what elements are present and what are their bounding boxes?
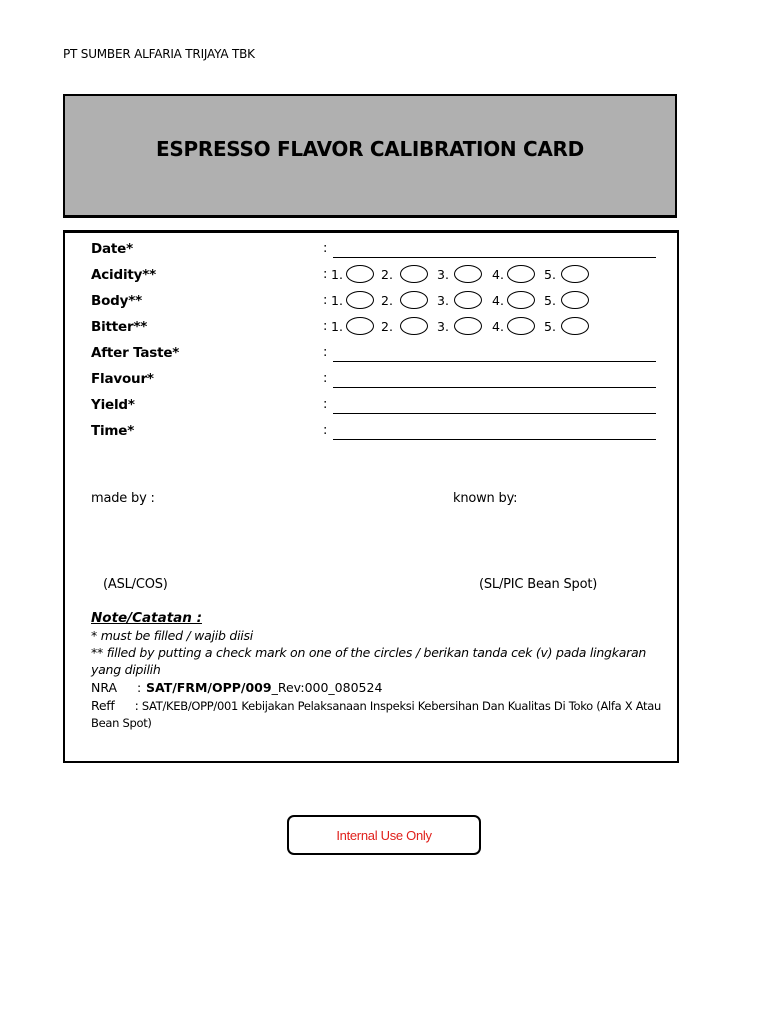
field-label-body: Body** xyxy=(91,293,142,309)
page-title: ESPRESSO FLAVOR CALIBRATION CARD xyxy=(156,137,584,161)
option-label: 4. xyxy=(492,293,504,308)
note-required: * must be filled / wajib diisi xyxy=(91,628,254,643)
known-by-role: (SL/PIC Bean Spot) xyxy=(479,577,598,592)
field-label-yield: Yield* xyxy=(91,397,135,413)
bitter-option-2[interactable] xyxy=(400,317,428,335)
made-by-role: (ASL/COS) xyxy=(103,577,168,592)
field-colon: : xyxy=(323,293,328,308)
bitter-option-3[interactable] xyxy=(454,317,482,335)
option-label: 3. xyxy=(437,319,449,334)
time-input-line[interactable] xyxy=(333,439,656,440)
stamp-text: Internal Use Only xyxy=(336,827,432,843)
body-option-3[interactable] xyxy=(454,291,482,309)
field-label-date: Date* xyxy=(91,241,133,257)
reff-colon: : xyxy=(134,698,139,713)
body-option-5[interactable] xyxy=(561,291,589,309)
option-label: 4. xyxy=(492,267,504,282)
field-colon: : xyxy=(323,345,328,360)
option-label: 1. xyxy=(331,267,343,282)
option-label: 4. xyxy=(492,319,504,334)
nra-colon: : xyxy=(137,680,142,695)
option-label: 1. xyxy=(331,293,343,308)
known-by-label: known by: xyxy=(453,491,518,506)
bitter-option-4[interactable] xyxy=(507,317,535,335)
field-colon: : xyxy=(323,371,328,386)
reff-row xyxy=(91,697,663,732)
option-label: 1. xyxy=(331,319,343,334)
after-taste-input-line[interactable] xyxy=(333,361,656,362)
note-checkmark-cont: yang dipilih xyxy=(91,662,161,677)
field-colon: : xyxy=(323,319,328,334)
field-colon: : xyxy=(323,241,328,256)
title-banner xyxy=(63,94,677,218)
option-label: 5. xyxy=(544,267,556,282)
nra-code: SAT/FRM/OPP/009 xyxy=(146,680,272,695)
acidity-option-3[interactable] xyxy=(454,265,482,283)
bitter-option-1[interactable] xyxy=(346,317,374,335)
field-colon: : xyxy=(323,423,328,438)
acidity-option-1[interactable] xyxy=(346,265,374,283)
reff-text: SAT/KEB/OPP/001 Kebijakan Pelaksanaan Inspeksi Kebersihan Dan Kualitas Di Toko (Alfa X Atau Bean Spot) xyxy=(91,699,662,730)
nra-label: NRA xyxy=(91,680,118,695)
company-name: PT SUMBER ALFARIA TRIJAYA TBK xyxy=(63,47,255,61)
field-label-bitter: Bitter** xyxy=(91,319,148,335)
field-label-after-taste: After Taste* xyxy=(91,345,180,361)
option-label: 3. xyxy=(437,293,449,308)
field-colon: : xyxy=(323,267,328,282)
option-label: 2. xyxy=(381,319,393,334)
body-option-4[interactable] xyxy=(507,291,535,309)
option-label: 3. xyxy=(437,267,449,282)
acidity-option-4[interactable] xyxy=(507,265,535,283)
field-colon: : xyxy=(323,397,328,412)
field-label-flavour: Flavour* xyxy=(91,371,154,387)
body-option-2[interactable] xyxy=(400,291,428,309)
note-checkmark: ** filled by putting a check mark on one of the circles / berikan tanda cek (v) pada lingkaran xyxy=(91,645,647,660)
bitter-option-5[interactable] xyxy=(561,317,589,335)
nra-rev: _Rev:000_080524 xyxy=(271,680,383,695)
date-input-line[interactable] xyxy=(333,257,656,258)
calibration-form xyxy=(63,230,679,763)
acidity-option-5[interactable] xyxy=(561,265,589,283)
reff-label: Reff xyxy=(91,698,115,713)
made-by-label: made by : xyxy=(91,491,155,506)
option-label: 2. xyxy=(381,293,393,308)
nra-value xyxy=(146,680,382,695)
field-label-time: Time* xyxy=(91,423,135,439)
option-label: 5. xyxy=(544,293,556,308)
option-label: 2. xyxy=(381,267,393,282)
note-title: Note/Catatan : xyxy=(91,610,202,626)
internal-use-stamp xyxy=(287,815,481,855)
body-option-1[interactable] xyxy=(346,291,374,309)
yield-input-line[interactable] xyxy=(333,413,656,414)
nra-row xyxy=(91,680,383,695)
field-label-acidity: Acidity** xyxy=(91,267,156,283)
acidity-option-2[interactable] xyxy=(400,265,428,283)
flavour-input-line[interactable] xyxy=(333,387,656,388)
option-label: 5. xyxy=(544,319,556,334)
